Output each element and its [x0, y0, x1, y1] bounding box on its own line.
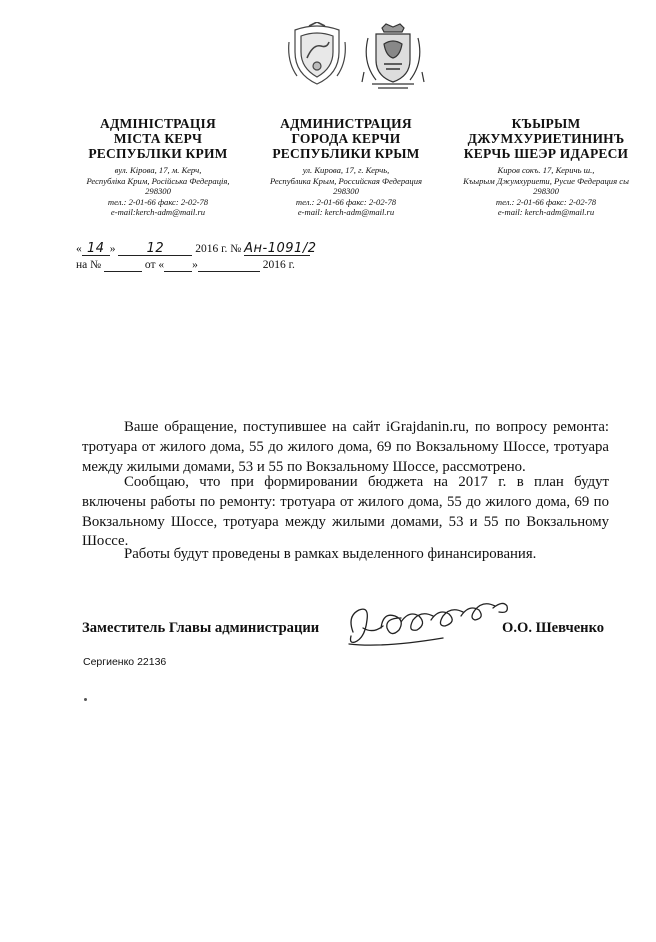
- header-crimean-tatar: [440, 116, 652, 218]
- ref-month: 12: [118, 242, 192, 256]
- crimea-coat-of-arms-icon: [287, 22, 347, 88]
- org-name-crh: КЪЫРЫМ ДЖУМХУРИЕТИНИНЪ КЕРЧЬ ШЕЭР ИДАРЕСИ: [463, 116, 629, 161]
- address-crh: Киров сокъ. 17, Керичь ш., Къырым Джумхуриети, Русие Федерация сы 298300: [463, 165, 629, 196]
- phone-ua: тел.: 2-01-66 факс: 2-02-78: [107, 196, 209, 207]
- outgoing-reference: « 14 » 12 2016 г. № Ан-1091/2: [76, 241, 317, 256]
- paragraph-1: Ваше обращение, поступившее на сайт iGrajdanin.ru, по вопросу ремонта: тротуара от жилого дома, 55 до жилого дома, 69 по Вокзальному Шоссе, тротуара между жилыми домами, 53 и 55 по Вокзальному Шоссе, рассмотрено.: [82, 419, 609, 475]
- header-ukrainian: [58, 116, 258, 218]
- signatory-name: О.О. Шевченко: [502, 620, 605, 636]
- paragraph-2: Сообщаю, что при формировании бюджета на 2017 г. в план будут включены работы по ремонту: тротуара от жилого дома, 55 до жилого дома, 69 по Вокзальному Шоссе, тротуара между жилыми домами, 53 и 55 по Вокзальному Шоссе.: [82, 474, 609, 550]
- address-ru: ул. Кирова, 17, г. Керчь, Республика Крым, Российская Федерация 298300: [269, 165, 423, 196]
- incoming-day-blank: [164, 258, 192, 272]
- address-ua: вул. Кірова, 17, м. Керч, Республіка Крим, Російська Федерація, 298300: [86, 165, 230, 196]
- header-russian: [246, 116, 446, 218]
- phone-crh: тел.: 2-01-66 факс: 2-02-78: [495, 196, 597, 207]
- incoming-number-blank: [104, 258, 142, 272]
- signatory-title: Заместитель Главы администрации: [82, 620, 320, 636]
- incoming-reference: на № от « » 2016 г.: [76, 259, 295, 271]
- ref-day: 14: [82, 242, 110, 256]
- ref-number: Ан-1091/2: [244, 241, 317, 256]
- email-ua: e-mail:kerch-adm@mail.ru: [110, 207, 206, 217]
- paragraph-3: Работы будут проведены в рамках выделенного финансирования.: [124, 546, 537, 562]
- kerch-coat-of-arms-icon: [358, 22, 428, 92]
- org-name-ua: АДМІНІСТРАЦІЯ МІСТА КЕРЧ РЕСПУБЛІКИ КРИМ: [88, 116, 228, 161]
- handwritten-signature: [343, 588, 513, 658]
- email-ru: e-mail: kerch-adm@mail.ru: [297, 207, 395, 217]
- email-crh: e-mail: kerch-adm@mail.ru: [497, 207, 595, 217]
- incoming-month-blank: [198, 258, 260, 272]
- scan-speck: [84, 698, 87, 701]
- org-name-ru: АДМИНИСТРАЦИЯ ГОРОДА КЕРЧИ РЕСПУБЛИКИ КРЫМ: [272, 116, 420, 161]
- executor-note: Сергиенко 22136: [83, 656, 167, 668]
- phone-ru: тел.: 2-01-66 факс: 2-02-78: [295, 196, 397, 207]
